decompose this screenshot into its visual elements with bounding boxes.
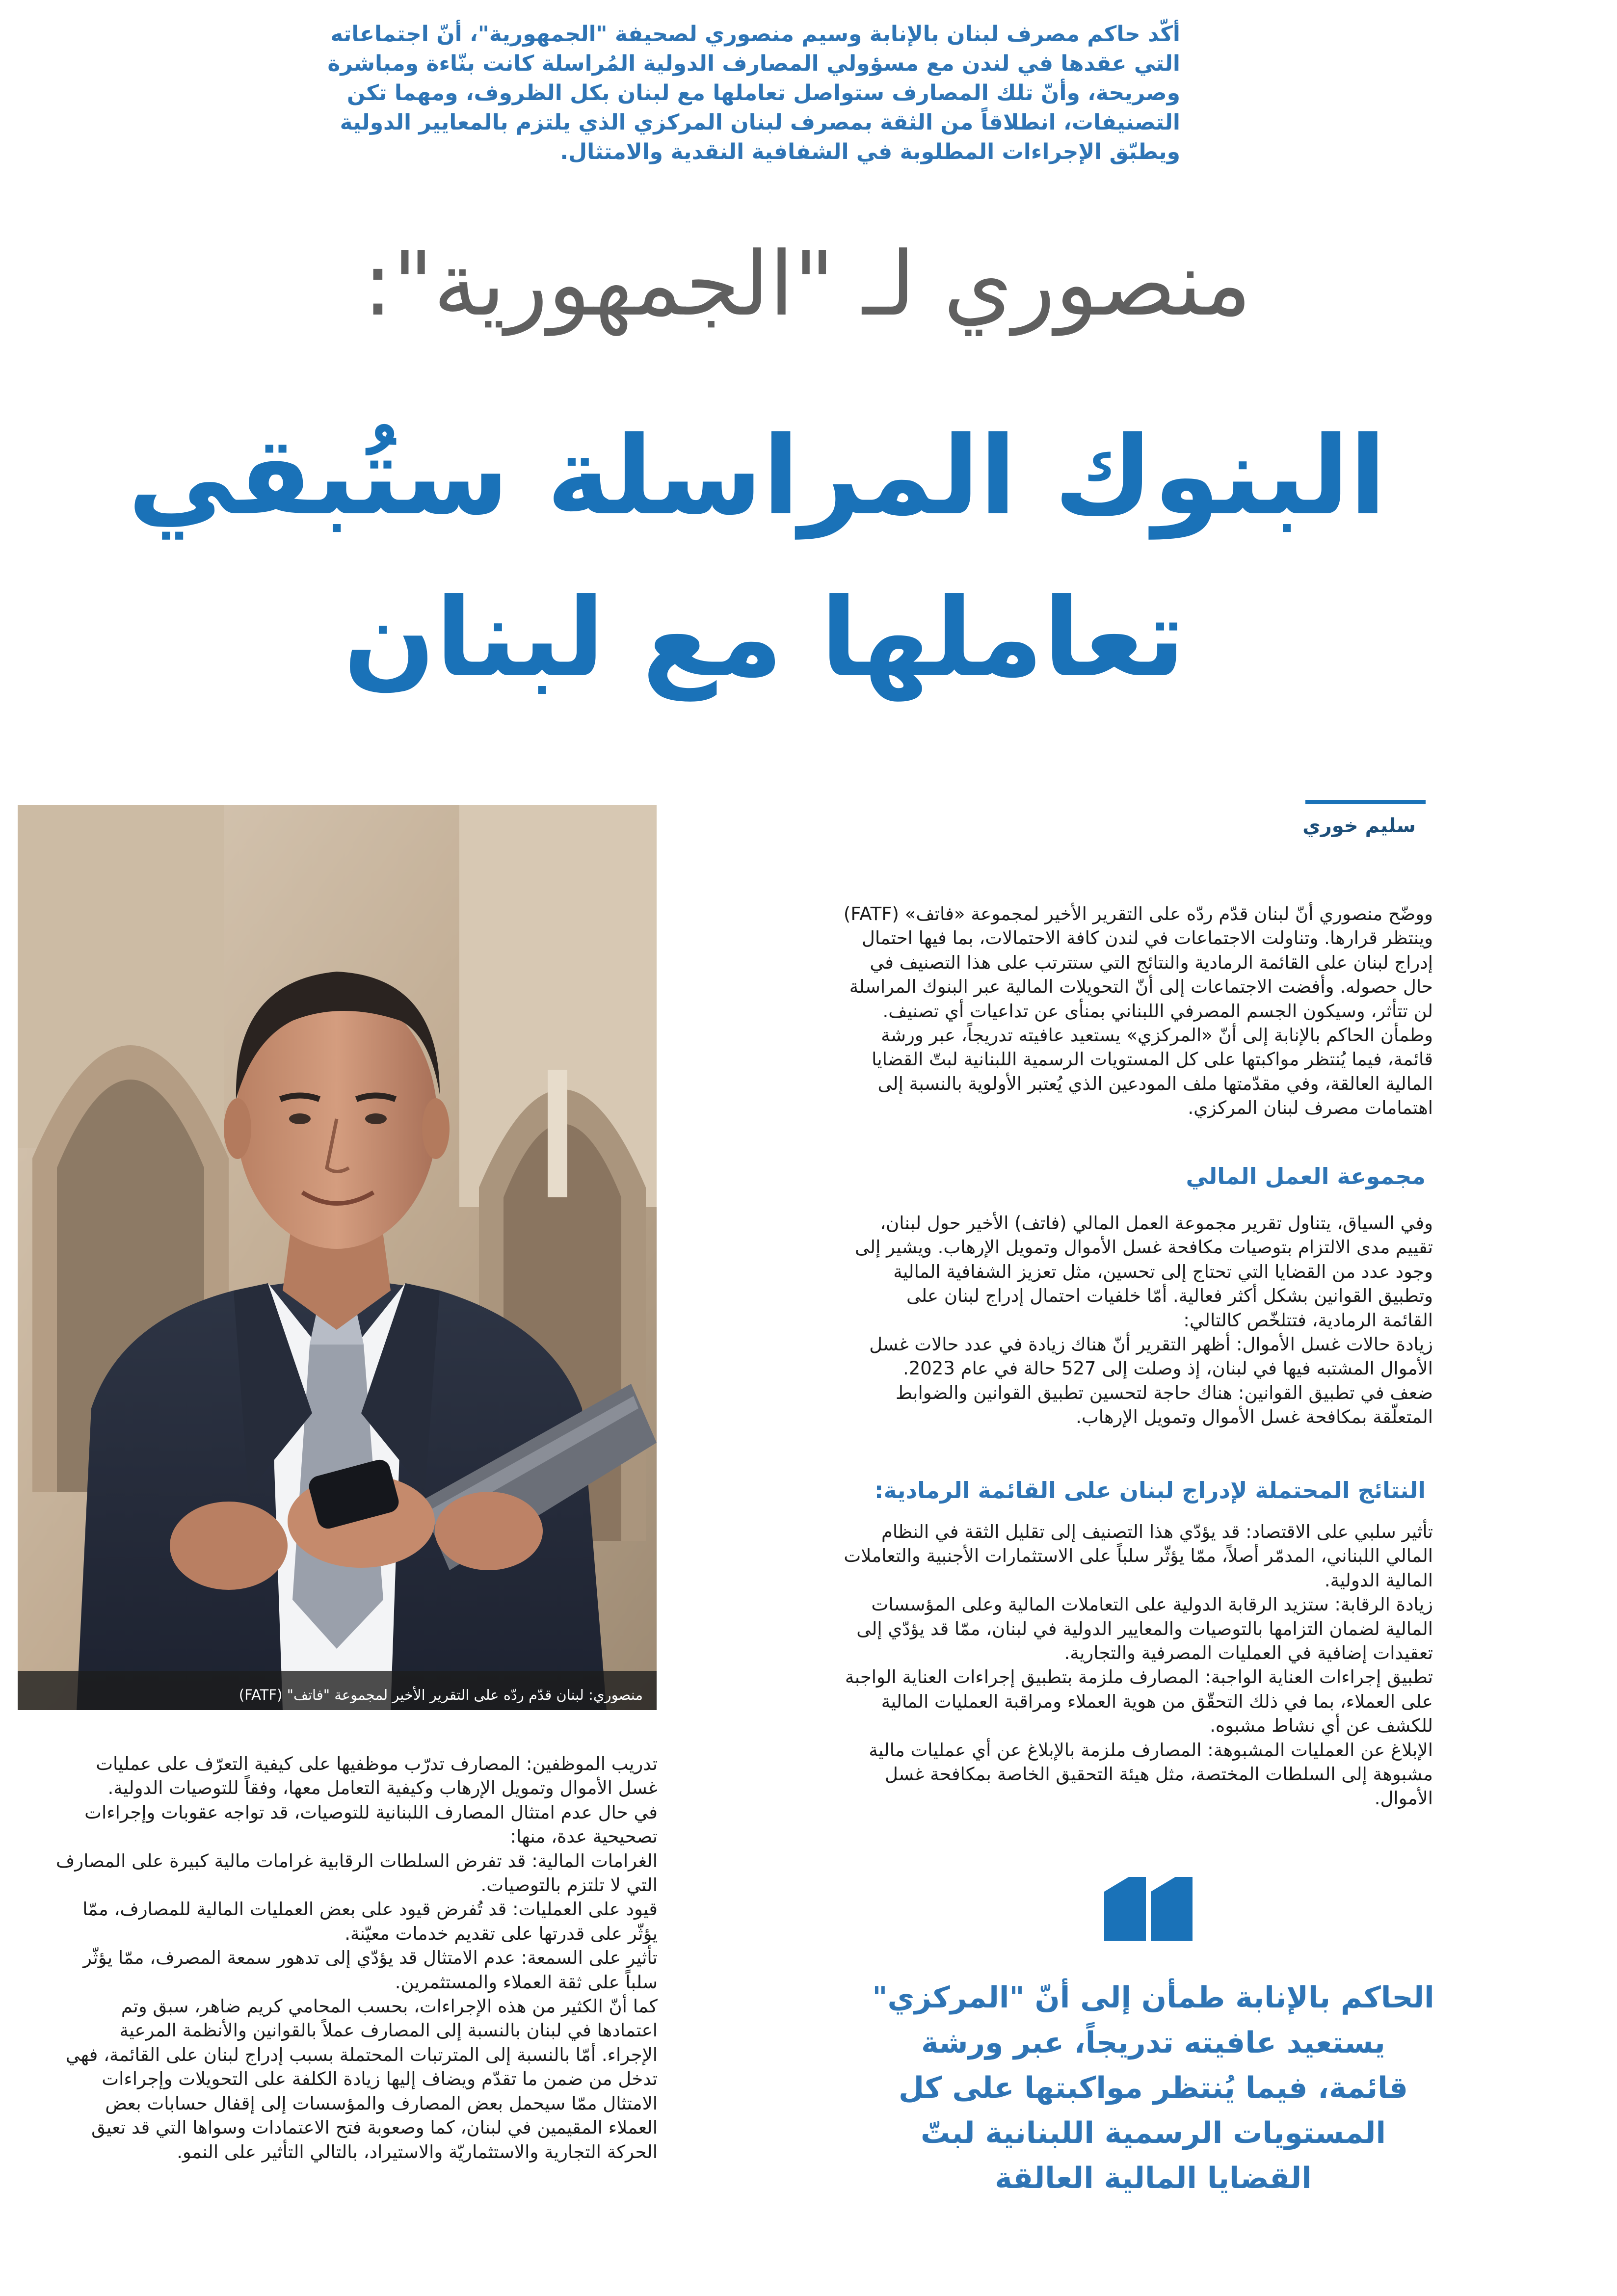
article-photo [18, 805, 657, 1710]
text-line: الأموال المشتبه فيها في لبنان، إذ وصلت إلى 527 حالة في عام 2023. [902, 1358, 1433, 1379]
pull-quote-line: قائمة، فيما يُنتظر مواكبتها على كل [899, 2071, 1408, 2105]
text-line: المتعلّقة بمكافحة غسل الأموال وتمويل الإرهاب. [1076, 1406, 1433, 1428]
text-line: الغرامات المالية: قد تفرض السلطات الرقابية غرامات مالية كبيرة على المصارف [55, 1850, 658, 1872]
intro-line: التي عقدها في لندن مع مسؤولي المصارف الدولية المُراسلة كانت بنّاءة ومباشرة [327, 51, 1180, 76]
intro-lead [265, 20, 1180, 167]
text-line: الأموال. [1374, 1788, 1433, 1809]
pull-quote-line: يستعيد عافيته تدريجاً، عبر ورشة [921, 2026, 1385, 2060]
text-line: المالي اللبناني، المدمّر أصلاً، ممّا يؤثّر سلباً على الاستثمارات الأجنبية والتعاملات [844, 1545, 1433, 1567]
pull-quote [869, 1975, 1438, 2201]
section-heading-fatf: مجموعة العمل المالي [1186, 1163, 1426, 1189]
text-line: المالية العالقة، وفي مقدّمتها ملف المودعين الذي يُعتبر الأولوية بالنسبة إلى [877, 1073, 1433, 1094]
section-heading-grey-list: النتائج المحتملة لإدراج لبنان على القائمة الرمادية: [874, 1477, 1426, 1504]
text-line: على العملاء، بما في ذلك التحقّق من هوية العملاء ومراقبة العمليات المالية [881, 1690, 1433, 1712]
intro-line: ويطبّق الإجراءات المطلوبة في الشفافية النقدية والامتثال. [560, 139, 1180, 164]
text-line: حال حصوله. وأفضت الاجتماعات إلى أنّ التحويلات المالية عبر البنوك المراسلة [849, 976, 1433, 998]
text-line: يؤثّر على قدرتها على تقديم خدمات معيّنة. [345, 1923, 658, 1944]
text-line: تصحيحية عدة، منها: [510, 1826, 658, 1847]
byline-rule [1305, 800, 1426, 804]
article-paragraph-4 [29, 1752, 658, 2164]
text-line: إدراج لبنان على القائمة الرمادية والنتائج التي ستترتب على هذا التصنيف في [870, 951, 1433, 973]
byline: سليم خوري [1302, 815, 1416, 837]
text-line: قائمة، فيما يُنتظر مواكبتها على كل المستويات الرسمية اللبنانية لبتّ القضايا [872, 1049, 1433, 1070]
text-line: المالية لضمان التزامها بالتوصيات والمعايير الدولية في لبنان، ممّا قد يؤدّي إلى [856, 1618, 1433, 1639]
text-line: تدريب الموظفين: المصارف تدرّب موظفيها على كيفية التعرّف على عمليات [96, 1753, 658, 1774]
text-line: وطمأن الحاكم بالإنابة إلى أنّ «المركزي» يستعيد عافيته تدريجاً، عبر ورشة [881, 1025, 1433, 1046]
text-line: الامتثال ممّا سيحمل بعض المصارف والمؤسسات إلى إقفال حسابات بعض [105, 2092, 658, 2114]
text-line: وفي السياق، يتناول تقرير مجموعة العمل المالي (فاتف) الأخير حول لبنان، [880, 1213, 1433, 1234]
text-line: في حال عدم امتثال المصارف اللبنانية للتوصيات، قد تواجه عقوبات وإجراءات [84, 1801, 658, 1823]
text-line: تأثير سلبي على الاقتصاد: قد يؤدّي هذا التصنيف إلى تقليل الثقة في النظام [881, 1521, 1433, 1542]
photo-caption: منصوري: لبنان قدّم ردّه على التقرير الأخير لمجموعة "فاتف" (FATF) [239, 1687, 643, 1703]
quote-marks-icon [1099, 1872, 1197, 1946]
text-line: للكشف عن أي نشاط مشبوه. [1210, 1715, 1433, 1737]
text-line: تعقيدات إضافية في العمليات المصرفية والتجارية. [1064, 1642, 1433, 1664]
text-line: الإجراء. أمّا بالنسبة إلى المترتبات المحتملة بسبب إدراج لبنان على القائمة، فهي [65, 2044, 658, 2065]
intro-line: وصريحة، وأنّ تلك المصارف ستواصل تعاملها مع لبنان بكل الظروف، ومهما تكن [346, 80, 1180, 106]
article-paragraph-3 [844, 1520, 1433, 1811]
headline-line-1: البنوك المراسلة ستُبقي [128, 413, 1386, 539]
portrait-illustration [18, 805, 657, 1710]
text-line: قيود على العمليات: قد تُفرض قيود على بعض العمليات المالية للمصارف، ممّا [82, 1899, 658, 1920]
text-line: اهتمامات مصرف لبنان المركزي. [1188, 1097, 1433, 1119]
text-line: ضعف في تطبيق القوانين: هناك حاجة لتحسين تطبيق القوانين والضوابط [896, 1382, 1433, 1403]
text-line: تدخل من ضمن ما تقدّم ويضاف إليها زيادة الكلفة على التحويلات وإجراءات [102, 2068, 658, 2090]
text-line: وتطبيق القوانين بشكل أكثر فعالية. أمّا خلفيات احتمال إدراج لبنان على [906, 1285, 1433, 1307]
text-line: وجود عدد من القضايا التي تحتاج إلى تحسين، مثل تعزيز الشفافية المالية [893, 1261, 1433, 1282]
article-paragraph-2 [854, 1211, 1433, 1429]
text-line: مشبوهة إلى السلطات المختصة، مثل هيئة التحقيق الخاصة بمكافحة غسل [885, 1764, 1433, 1785]
text-line: تطبيق إجراءات العناية الواجبة: المصارف ملزمة بتطبيق إجراءات العناية الواجبة [845, 1666, 1433, 1688]
text-line: زيادة حالات غسل الأموال: أظهر التقرير أنّ هناك زيادة في عدد حالات غسل [869, 1334, 1433, 1355]
text-line: كما أنّ الكثير من هذه الإجراءات، بحسب المحامي كريم ضاهر، سبق وتم [121, 1996, 658, 2017]
pull-quote-line: الحاكم بالإنابة طمأن إلى أنّ "المركزي" [872, 1980, 1434, 2015]
text-line: العملاء المقيمين في لبنان، كما وصعوبة فتح الاعتمادات وسواها التي قد تعيق [91, 2117, 658, 2138]
text-line: التي لا تلتزم بالتوصيات. [480, 1874, 658, 1896]
headline-kicker: منصوري لـ "الجمهورية": [363, 233, 1251, 336]
text-line: تقييم مدى الالتزام بتوصيات مكافحة غسل الأموال وتمويل الإرهاب. ويشير إلى [854, 1237, 1433, 1258]
intro-line: أكّد حاكم مصرف لبنان بالإنابة وسيم منصوري لصحيفة "الجمهورية"، أنّ اجتماعاته [330, 22, 1180, 47]
text-line: الحركة التجارية والاستثماريّة والاستيراد، بالتالي التأثير على النمو. [177, 2141, 658, 2163]
text-line: المالية الدولية. [1324, 1569, 1433, 1591]
text-line: لن تتأثر، وسيكون الجسم المصرفي اللبناني بمنأى عن تداعيات أي تصنيف. [882, 1000, 1433, 1022]
text-line: اعتمادها في لبنان بالنسبة إلى المصارف عملاً بالقوانين والأنظمة المرعية [119, 2020, 658, 2041]
text-line: القائمة الرمادية، فتتلخّص كالتالي: [1183, 1309, 1433, 1331]
headline-line-2: تعاملها مع لبنان [343, 575, 1185, 701]
text-line: تأثير على السمعة: عدم الامتثال قد يؤدّي إلى تدهور سمعة المصرف، ممّا يؤثّر [83, 1947, 658, 1969]
pull-quote-line: المستويات الرسمية اللبنانية لبتّ [920, 2116, 1386, 2150]
pull-quote-line: القضايا المالية العالقة [995, 2161, 1312, 2195]
text-line: غسل الأموال وتمويل الإرهاب وكيفية التعامل معها، وفقاً للتوصيات الدولية. [107, 1777, 658, 1799]
text-line: الإبلاغ عن العمليات المشبوهة: المصارف ملزمة بالإبلاغ عن أي عمليات مالية [869, 1739, 1433, 1761]
intro-line: التصنيفات، انطلاقاً من الثقة بمصرف لبنان المركزي الذي يلتزم بالمعايير الدولية [340, 110, 1180, 135]
text-line: زيادة الرقابة: ستزيد الرقابة الدولية على التعاملات المالية وعلى المؤسسات [871, 1594, 1433, 1615]
text-line: سلباً على ثقة العملاء والمستثمرين. [395, 1971, 658, 1993]
text-line: وينتظر قرارها. وتناولت الاجتماعات في لندن كافة الاحتمالات، بما فيها احتمال [862, 927, 1433, 949]
text-line: ووضّح منصوري أنّ لبنان قدّم ردّه على التقرير الأخير لمجموعة «فاتف» (FATF) [843, 903, 1433, 924]
article-paragraph-1 [843, 902, 1433, 1120]
